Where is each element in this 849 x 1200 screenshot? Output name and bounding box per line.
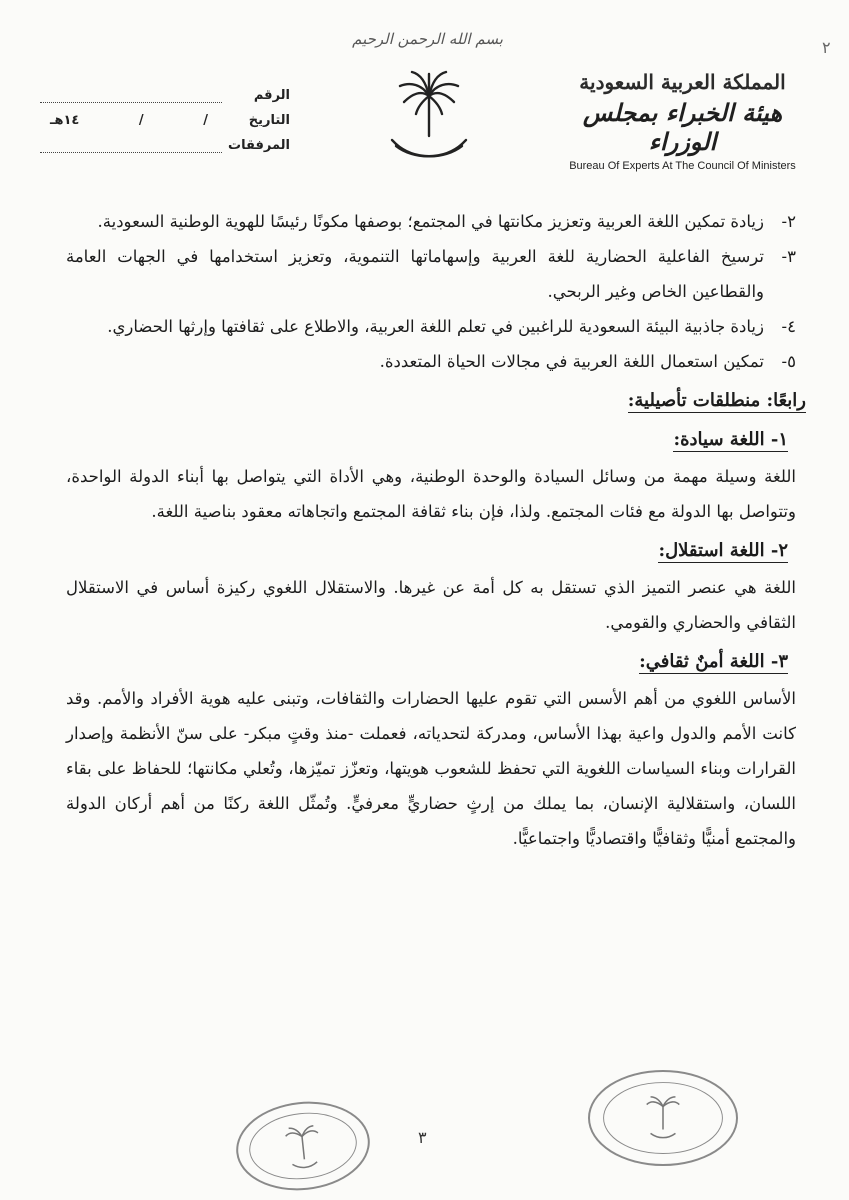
subsection-paragraph: الأساس اللغوي من أهم الأسس التي تقوم عليها الحضارات والثقافات، وتبنى عليه هوية الأفراد والأمم. وقد كانت الأمم والدول واعية بهذا الأساس، ومدركة لتحدياته، فعملت -منذ وقتٍ مبكر- على سنّ الأنظمة وإصدار القرارات وبناء السياسات اللغوية التي تحفظ للشعوب هويتها، وتعزّز تميّزها، وتُعلي مكانتها؛ للحفاظ على بقاء اللسان، واستقلالية الإنسان، بما يملك من إرثٍ حضاريٍّ معرفيٍّ. وتُمثّل اللغة ركنًا من أهم أركان الدولة والمجتمع أمنيًّا وثقافيًّا واقتصاديًّا واجتماعيًّا. — [66, 689, 796, 848]
country-name: المملكة العربية السعودية — [579, 70, 786, 94]
reference-fields — [40, 78, 290, 153]
goal-number: ٣- — [781, 247, 796, 266]
goal-number: ٢- — [781, 212, 796, 231]
letterhead — [560, 70, 805, 172]
goal-number: ٤- — [781, 317, 796, 336]
subsection-heading — [66, 644, 788, 679]
date-separator-2: / — [138, 113, 144, 128]
subsection-paragraph: اللغة هي عنصر التميز الذي تستقل به كل أمة عن غيرها. والاستقلال اللغوي ركيزة أساس في الاستقلال الثقافي والحضاري والقومي. — [66, 578, 796, 632]
goal-item — [66, 239, 796, 309]
goal-text: زيادة جاذبية البيئة السعودية للراغبين في تعلم اللغة العربية، والاطلاع على ثقافتها وإرثها الحضاري. — [107, 317, 764, 336]
bureau-name-english: Bureau Of Experts At The Council Of Ministers — [569, 160, 796, 172]
goal-text: ترسيخ الفاعلية الحضارية للغة العربية وإسهاماتها التنموية، وتعزيز استخدامها في الجهات العامة والقطاعين الخاص وغير الربحي. — [66, 247, 764, 301]
date-label: التاريخ — [248, 113, 290, 128]
date-row — [40, 103, 290, 128]
subsection-paragraph: اللغة وسيلة مهمة من وسائل السيادة والوحدة الوطنية، وهي الأداة التي يتواصل بها أبناء الدولة الواحدة، وتتواصل بها الدولة مع فئات المجتمع. ولذا، فإن بناء ثقافة المجتمع واتجاهاته معقود بناصية اللغة. — [66, 467, 796, 521]
goal-text: تمكين استعمال اللغة العربية في مجالات الحياة المتعددة. — [379, 352, 764, 371]
date-value — [40, 113, 228, 128]
number-label: الرقم — [253, 88, 290, 103]
basmala: بسم الله الرحمن الرحيم — [352, 30, 503, 48]
subsection-heading-text: ٢- اللغة استقلال: — [658, 540, 788, 561]
page-number: ٣ — [418, 1128, 427, 1147]
subsection-heading-text: ١- اللغة سيادة: — [673, 429, 788, 450]
official-stamp-right — [588, 1070, 738, 1166]
stamp-seal-icon — [234, 1097, 372, 1194]
goal-item — [66, 344, 796, 379]
stamp-seal-icon — [590, 1072, 736, 1164]
attachments-label: المرفقات — [228, 138, 290, 153]
palm-swords-emblem-icon — [388, 66, 470, 170]
subsection-heading — [66, 422, 788, 457]
document-body — [66, 204, 806, 856]
corner-page-mark: ٢ — [822, 38, 831, 57]
goal-number: ٥- — [781, 352, 796, 371]
section-title — [66, 383, 806, 418]
goal-item — [66, 309, 796, 344]
attachments-blank-line — [40, 138, 222, 153]
number-blank-line — [40, 88, 222, 103]
section-title-text: رابعًا: منطلقات تأصيلية: — [627, 390, 806, 411]
attachments-row — [40, 128, 290, 153]
official-stamp-left — [232, 1095, 374, 1197]
date-separator-1: / — [203, 113, 208, 128]
date-year-suffix: ١٤هـ — [50, 113, 80, 128]
subsection-heading — [66, 533, 788, 568]
subsection-heading-text: ٣- اللغة أمنٌ ثقافي: — [639, 651, 788, 672]
number-row — [40, 78, 290, 103]
bureau-name-arabic: هيئة الخبراء بمجلس الوزراء — [582, 98, 783, 156]
goal-item — [66, 204, 796, 239]
goal-text: زيادة تمكين اللغة العربية وتعزيز مكانتها في المجتمع؛ بوصفها مكونًا رئيسًا للهوية الوطنية السعودية. — [97, 212, 764, 231]
